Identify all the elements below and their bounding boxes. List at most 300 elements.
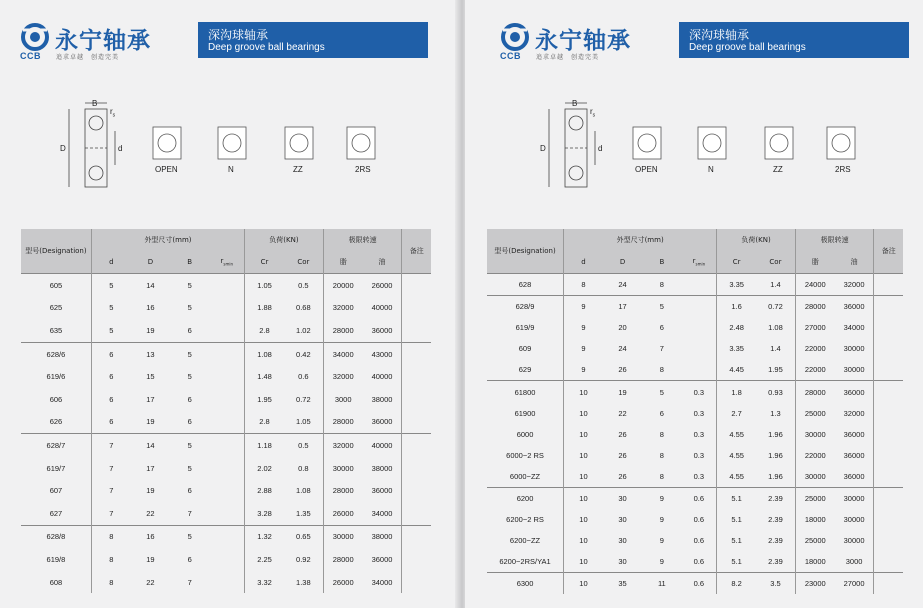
cell-d: 5 <box>91 319 130 342</box>
cell-grease: 28000 <box>323 479 362 502</box>
cell-d: 8 <box>91 525 130 548</box>
cell-B: 6 <box>187 417 192 427</box>
cell-Cr: 2.8 <box>245 319 284 342</box>
col-group-dims: 外型尺寸(mm) <box>91 229 244 251</box>
cell-r <box>209 571 244 594</box>
cell-D: 22 <box>146 508 155 518</box>
cell-des: 619/6 <box>46 372 66 382</box>
cell-D: 30 <box>618 536 627 546</box>
cell-Cr: 1.95 <box>245 388 284 411</box>
table-row <box>21 274 431 297</box>
brand-slogan: 追求卓越 创造完美 <box>56 55 120 61</box>
cell-oil: 36000 <box>371 554 393 564</box>
brand-name: 永宁轴承 <box>55 28 151 54</box>
label-open: OPEN <box>155 165 178 174</box>
cell-D: 19 <box>146 417 155 427</box>
cell-grease: 28000 <box>323 411 362 434</box>
cell-des: 625 <box>49 303 63 313</box>
cell-B: 9 <box>659 515 664 525</box>
cell-note <box>402 411 431 434</box>
cell-r <box>209 457 244 480</box>
brand-name: 永宁轴承 <box>535 28 631 54</box>
cell-Cor: 1.35 <box>296 508 311 518</box>
dim-B: B <box>92 99 98 108</box>
cell-grease: 26000 <box>323 502 362 525</box>
cell-B: 5 <box>642 381 681 403</box>
cell-grease: 30000 <box>795 424 834 445</box>
cell-B: 5 <box>170 274 209 297</box>
col-D: D <box>603 251 642 274</box>
cell-Cr: 1.48 <box>245 365 284 388</box>
table-row <box>21 411 431 434</box>
cell-oil: 32000 <box>843 408 865 418</box>
cell-note <box>874 403 903 424</box>
cell-grease: 22000 <box>795 445 834 466</box>
cell-Cr: 8.2 <box>717 573 756 595</box>
col-cr: Cr <box>245 251 284 274</box>
cell-Cor: 0.5 <box>284 434 323 457</box>
section-title <box>198 22 428 58</box>
col-d: d <box>564 251 603 274</box>
cell-r: 0.6 <box>682 573 717 595</box>
cell-d: 7 <box>91 434 130 457</box>
cell-Cor: 1.08 <box>768 323 783 333</box>
table-row <box>487 274 903 296</box>
cell-Cr: 4.45 <box>717 359 756 381</box>
cell-oil: 32000 <box>835 274 874 296</box>
cell-D: 16 <box>131 525 170 548</box>
cell-d: 5 <box>91 297 130 320</box>
spec-table-left <box>21 229 431 593</box>
cell-d: 9 <box>564 359 603 381</box>
cell-oil: 43000 <box>363 342 402 365</box>
cell-des: 619/7 <box>46 463 66 473</box>
cell-des: 61900 <box>514 408 536 418</box>
cell-D: 26 <box>618 365 627 375</box>
table-row <box>487 573 903 595</box>
cell-d: 7 <box>91 457 130 480</box>
table-row <box>487 551 903 573</box>
cell-grease: 32000 <box>323 297 362 320</box>
cell-note <box>874 487 903 509</box>
col-d: d <box>91 251 130 274</box>
cell-grease: 24000 <box>795 274 834 296</box>
section-title <box>679 22 909 58</box>
col-designation: 型号(Designation) <box>21 229 91 274</box>
cell-Cr: 5.1 <box>717 530 756 551</box>
cell-r: 0.3 <box>693 408 705 418</box>
cell-Cr: 5.1 <box>717 487 756 509</box>
table-row <box>21 457 431 480</box>
table-row <box>21 548 431 571</box>
cell-D: 35 <box>603 573 642 595</box>
col-oil: 油 <box>835 251 874 274</box>
cell-d: 8 <box>564 274 603 296</box>
col-group-load: 负荷(KN) <box>717 229 796 251</box>
cell-note <box>402 388 431 411</box>
cell-oil: 36000 <box>843 450 865 460</box>
cell-d: 10 <box>564 509 603 530</box>
cell-D: 30 <box>618 515 627 525</box>
cell-oil: 30000 <box>843 365 865 375</box>
cell-B: 7 <box>659 344 664 354</box>
cell-D: 17 <box>146 394 155 404</box>
cell-oil: 36000 <box>835 381 874 403</box>
cell-note <box>874 466 903 488</box>
cell-grease: 30000 <box>795 466 834 488</box>
cell-oil: 26000 <box>363 274 402 297</box>
cell-d: 10 <box>564 445 603 466</box>
cell-grease: 3000 <box>323 388 362 411</box>
cell-B: 7 <box>187 508 192 518</box>
cell-des: 628/7 <box>21 434 91 457</box>
table-row <box>487 338 903 359</box>
cell-r <box>209 274 244 297</box>
spec-table-right <box>487 229 903 594</box>
cell-D: 26 <box>618 450 627 460</box>
cell-Cr: 3.32 <box>245 571 284 594</box>
cell-note <box>402 457 431 480</box>
title-en: Deep groove ball bearings <box>689 42 806 53</box>
cell-D: 13 <box>131 342 170 365</box>
col-B: B <box>170 251 209 274</box>
cell-Cor: 0.92 <box>296 554 311 564</box>
col-D: D <box>131 251 170 274</box>
cell-D: 30 <box>618 557 627 567</box>
cell-note <box>402 548 431 571</box>
label-n: N <box>708 165 714 174</box>
cell-Cor: 0.65 <box>284 525 323 548</box>
cell-note <box>402 319 431 342</box>
cell-grease: 32000 <box>323 365 362 388</box>
cell-Cr: 3.28 <box>245 502 284 525</box>
cell-d: 10 <box>564 551 603 573</box>
label-zz: ZZ <box>773 165 783 174</box>
cell-grease: 28000 <box>795 381 834 403</box>
cell-grease: 28000 <box>323 319 362 342</box>
table-row <box>21 365 431 388</box>
cell-oil: 40000 <box>363 434 402 457</box>
cell-B: 5 <box>187 372 192 382</box>
cell-B: 5 <box>170 434 209 457</box>
cell-Cr: 2.48 <box>717 317 756 338</box>
col-cr: Cr <box>717 251 756 274</box>
cell-note <box>874 509 903 530</box>
cell-D: 19 <box>603 381 642 403</box>
cell-grease: 25000 <box>795 530 834 551</box>
col-grease: 脂 <box>323 251 362 274</box>
cell-oil: 36000 <box>843 429 865 439</box>
table-row <box>487 424 903 445</box>
table-row <box>487 296 903 318</box>
ccb-logo-icon <box>500 22 530 52</box>
label-n: N <box>228 165 234 174</box>
cell-Cr: 5.1 <box>717 509 756 530</box>
label-2rs: 2RS <box>835 165 851 174</box>
cell-note <box>874 551 903 573</box>
cell-oil: 30000 <box>843 344 865 354</box>
cell-D: 19 <box>146 554 155 564</box>
cell-r: 0.6 <box>693 536 705 546</box>
cell-D: 19 <box>146 486 155 496</box>
cell-Cor: 2.39 <box>768 557 783 567</box>
cell-d: 10 <box>564 403 603 424</box>
dim-d: d <box>118 144 123 153</box>
cell-B: 6 <box>187 486 192 496</box>
cell-r <box>209 388 244 411</box>
col-group-speed: 极限转速 <box>795 229 874 251</box>
cell-oil: 36000 <box>371 417 393 427</box>
cell-B: 9 <box>642 487 681 509</box>
brand-slogan: 追求卓越 创造完美 <box>536 55 600 61</box>
cell-oil: 30000 <box>835 487 874 509</box>
cell-r <box>209 479 244 502</box>
cell-d: 9 <box>564 317 603 338</box>
cell-d: 6 <box>91 388 130 411</box>
cell-r: 0.3 <box>693 429 705 439</box>
col-grease: 脂 <box>795 251 834 274</box>
cell-B: 8 <box>659 365 664 375</box>
col-group-dims: 外型尺寸(mm) <box>564 229 717 251</box>
cell-Cor: 0.93 <box>756 381 795 403</box>
cell-d: 10 <box>564 487 603 509</box>
cell-Cor: 1.05 <box>296 417 311 427</box>
table-row <box>21 297 431 320</box>
cell-des: 628/9 <box>487 296 564 318</box>
col-cor: Cor <box>284 251 323 274</box>
cell-Cr: 3.35 <box>717 274 756 296</box>
cell-r: 0.6 <box>693 515 705 525</box>
cell-Cor: 1.08 <box>296 486 311 496</box>
cell-B: 6 <box>659 408 664 418</box>
cell-B: 8 <box>642 274 681 296</box>
cell-Cor: 1.96 <box>768 429 783 439</box>
right-page <box>465 0 923 608</box>
col-B: B <box>642 251 681 274</box>
cell-d: 10 <box>564 381 603 403</box>
dim-rs: $r_s$ <box>590 107 596 119</box>
cell-r: 0.3 <box>693 471 705 481</box>
cell-D: 24 <box>618 344 627 354</box>
cell-oil: 34000 <box>843 323 865 333</box>
cell-D: 15 <box>146 372 155 382</box>
cell-D: 22 <box>618 408 627 418</box>
cell-r <box>209 342 244 365</box>
cell-r <box>209 502 244 525</box>
cell-r: 0.3 <box>682 381 717 403</box>
label-zz: ZZ <box>293 165 303 174</box>
cell-grease: 23000 <box>795 573 834 595</box>
dim-D: D <box>540 144 546 153</box>
table-row <box>487 359 903 381</box>
cell-Cr: 2.7 <box>717 403 756 424</box>
cell-grease: 25000 <box>795 487 834 509</box>
cell-B: 8 <box>659 471 664 481</box>
cell-Cr: 1.8 <box>717 381 756 403</box>
cell-r <box>209 297 244 320</box>
cell-Cor: 2.39 <box>768 536 783 546</box>
cell-Cr: 1.88 <box>245 297 284 320</box>
cell-oil: 40000 <box>371 372 393 382</box>
cell-Cr: 2.8 <box>245 411 284 434</box>
cell-Cor: 1.3 <box>770 408 781 418</box>
dim-d: d <box>598 144 603 153</box>
dim-rs: $r_s$ <box>110 107 116 119</box>
cell-note <box>874 573 903 595</box>
cell-des: 6000−ZZ <box>509 471 541 481</box>
cell-des: 619/9 <box>515 323 535 333</box>
cell-B: 5 <box>170 525 209 548</box>
cell-grease: 27000 <box>795 317 834 338</box>
col-cor: Cor <box>756 251 795 274</box>
cell-Cor: 1.96 <box>768 471 783 481</box>
cell-Cor: 1.38 <box>296 577 311 587</box>
cell-note <box>874 359 903 381</box>
cell-oil: 34000 <box>371 577 393 587</box>
cell-oil: 38000 <box>371 394 393 404</box>
cell-Cor: 1.02 <box>296 325 311 335</box>
cell-des: 619/8 <box>46 554 66 564</box>
cell-oil: 34000 <box>371 508 393 518</box>
cell-Cr: 1.6 <box>717 296 756 318</box>
cell-des: 6200−ZZ <box>509 536 541 546</box>
cell-Cor: 1.96 <box>768 450 783 460</box>
cell-oil: 36000 <box>371 486 393 496</box>
col-r: $r_{smin}$ <box>209 251 244 274</box>
cell-Cor: 0.68 <box>296 303 311 313</box>
dim-B: B <box>572 99 578 108</box>
cell-oil: 36000 <box>371 325 393 335</box>
cell-Cr: 1.32 <box>245 525 284 548</box>
cell-B: 6 <box>187 554 192 564</box>
cell-note <box>402 297 431 320</box>
cell-d: 10 <box>564 573 603 595</box>
col-designation: 型号(Designation) <box>487 229 564 274</box>
brand-abbr: CCB <box>500 51 521 61</box>
cell-B: 8 <box>659 450 664 460</box>
cell-des: 635 <box>49 325 63 335</box>
cell-Cr: 1.08 <box>245 342 284 365</box>
cell-r <box>209 525 244 548</box>
table-row <box>487 530 903 551</box>
table-row <box>21 342 431 365</box>
cell-D: 26 <box>618 429 627 439</box>
cell-Cor: 2.39 <box>756 487 795 509</box>
cell-Cor: 2.39 <box>768 515 783 525</box>
cell-oil: 38000 <box>363 525 402 548</box>
cell-Cr: 1.18 <box>245 434 284 457</box>
cell-oil: 38000 <box>371 463 393 473</box>
cell-B: 6 <box>187 325 192 335</box>
title-en: Deep groove ball bearings <box>208 42 325 53</box>
cell-Cr: 2.25 <box>245 548 284 571</box>
cell-grease: 22000 <box>795 338 834 359</box>
cell-grease: 28000 <box>795 296 834 318</box>
cell-D: 16 <box>146 303 155 313</box>
cell-des: 6200−2 RS <box>506 515 544 525</box>
cell-oil: 30000 <box>843 515 865 525</box>
cell-grease: 18000 <box>795 551 834 573</box>
cell-grease: 26000 <box>323 571 362 594</box>
cell-B: 9 <box>659 536 664 546</box>
cell-D: 19 <box>146 325 155 335</box>
cell-grease: 18000 <box>795 509 834 530</box>
cell-B: 5 <box>642 296 681 318</box>
cell-D: 14 <box>131 434 170 457</box>
cell-des: 627 <box>49 508 63 518</box>
cell-Cr: 5.1 <box>717 551 756 573</box>
cell-B: 5 <box>187 303 192 313</box>
col-note: 备注 <box>874 229 903 274</box>
cell-note <box>874 445 903 466</box>
cell-note <box>402 434 431 457</box>
col-group-load: 负荷(KN) <box>245 229 324 251</box>
cell-des: 609 <box>518 344 532 354</box>
label-open: OPEN <box>635 165 658 174</box>
cell-r <box>682 359 717 381</box>
cell-D: 14 <box>131 274 170 297</box>
cell-des: 607 <box>49 486 63 496</box>
cell-oil: 3000 <box>845 557 863 567</box>
title-cn: 深沟球轴承 <box>208 28 269 42</box>
cell-note <box>874 274 903 296</box>
cell-des: 6200−2RS/YA1 <box>499 557 551 567</box>
cell-B: 5 <box>170 342 209 365</box>
bearing-drawing <box>535 95 865 205</box>
cell-oil: 40000 <box>371 303 393 313</box>
cell-des: 626 <box>49 417 63 427</box>
cell-d: 5 <box>91 274 130 297</box>
cell-note <box>874 338 903 359</box>
cell-d: 10 <box>564 466 603 488</box>
table-row <box>487 509 903 530</box>
col-note: 备注 <box>402 229 431 274</box>
table-row <box>487 317 903 338</box>
cell-Cr: 4.55 <box>717 424 756 445</box>
cell-d: 7 <box>91 479 130 502</box>
cell-grease: 20000 <box>323 274 362 297</box>
cell-r <box>682 317 717 338</box>
cell-des: 628/6 <box>21 342 91 365</box>
col-oil: 油 <box>363 251 402 274</box>
cell-des: 605 <box>21 274 91 297</box>
table-row <box>487 403 903 424</box>
cell-des: 6000−2 RS <box>506 450 544 460</box>
dim-D: D <box>60 144 66 153</box>
cell-r <box>682 274 717 296</box>
cell-Cor: 0.6 <box>298 372 309 382</box>
cell-r <box>209 319 244 342</box>
cell-B: 6 <box>659 323 664 333</box>
cell-note <box>874 296 903 318</box>
cell-Cr: 4.55 <box>717 445 756 466</box>
cell-r <box>209 548 244 571</box>
cell-Cor: 0.42 <box>284 342 323 365</box>
cell-note <box>874 424 903 445</box>
brand-abbr: CCB <box>20 51 41 61</box>
cell-d: 6 <box>91 365 130 388</box>
cell-Cr: 3.35 <box>717 338 756 359</box>
cell-d: 10 <box>564 424 603 445</box>
cell-Cor: 0.5 <box>284 274 323 297</box>
table-row <box>487 381 903 403</box>
cell-note <box>402 502 431 525</box>
cell-note <box>874 381 903 403</box>
cell-r <box>209 365 244 388</box>
cell-grease: 30000 <box>323 525 362 548</box>
table-row <box>487 466 903 488</box>
cell-Cr: 2.88 <box>245 479 284 502</box>
